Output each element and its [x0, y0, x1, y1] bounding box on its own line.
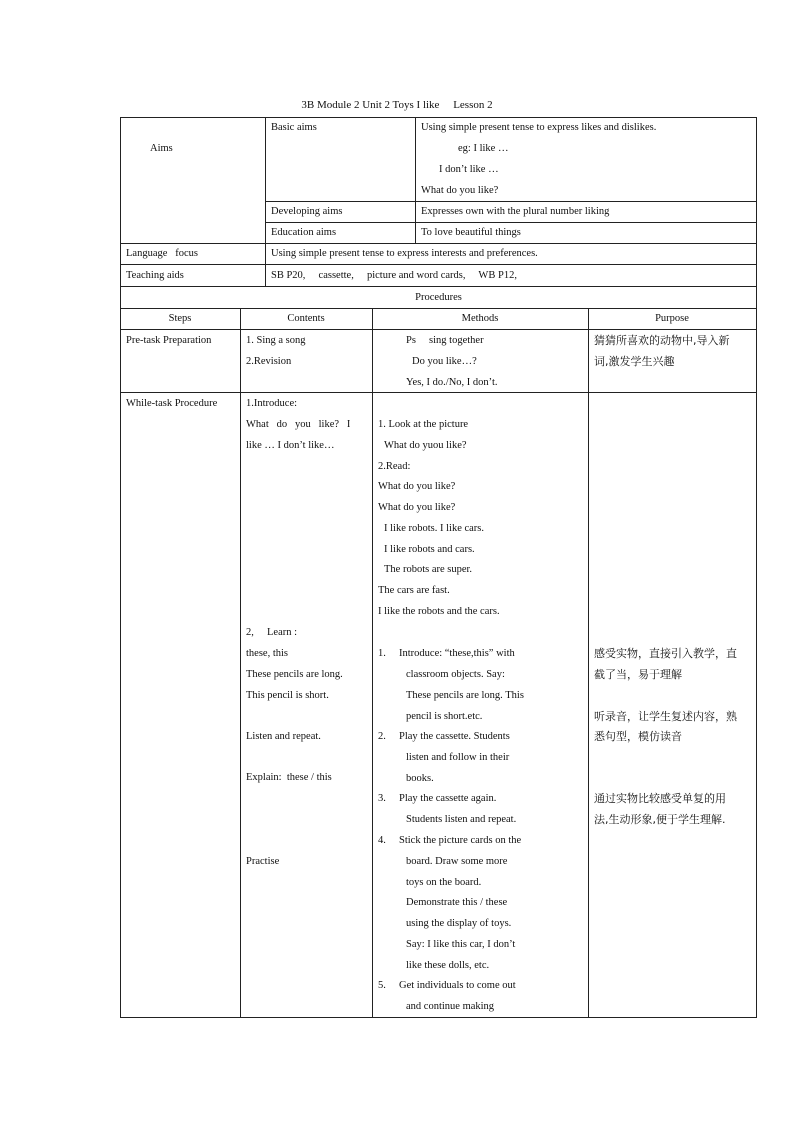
- method-line: 1. Look at the picture: [378, 419, 469, 430]
- header-steps: Steps: [168, 313, 192, 324]
- method-line: 2.Read:: [378, 461, 411, 472]
- education-aims-text: To love beautiful things: [421, 227, 521, 238]
- rule-col-aims-detail: [415, 117, 416, 243]
- pretask-method-line: Do you like…?: [412, 356, 477, 367]
- method-line: I like robots and cars.: [384, 544, 475, 555]
- header-contents: Contents: [287, 313, 325, 324]
- pretask-content-line: 1. Sing a song: [246, 335, 306, 346]
- document-title: 3B Module 2 Unit 2 Toys I like Lesson 2: [301, 99, 493, 111]
- method-line: The robots are super.: [384, 564, 473, 575]
- procedures-heading: Procedures: [415, 292, 462, 303]
- method-line: books.: [406, 773, 434, 784]
- method-line: toys on the board.: [406, 877, 482, 888]
- content-line: 2, Learn :: [246, 627, 298, 638]
- rule-table-bottom: [120, 1017, 757, 1018]
- rule-left: [120, 117, 121, 1018]
- basic-aims-line: Using simple present tense to express likes and dislikes.: [421, 122, 657, 133]
- basic-aims-line: I don’t like …: [439, 164, 499, 175]
- content-line: 1.Introduce:: [246, 398, 298, 409]
- content-line: like … I don’t like…: [246, 440, 335, 451]
- method-line: Stick the picture cards on the: [399, 835, 522, 846]
- developing-aims-label: Developing aims: [271, 206, 343, 217]
- pretask-method-line: Yes, I do./No, I don’t.: [406, 377, 498, 388]
- teaching-aids-text: SB P20, cassette, picture and word cards, WB P12,: [271, 270, 517, 281]
- basic-aims-line: eg: I like …: [458, 143, 509, 154]
- method-number: 1.: [378, 648, 386, 659]
- method-line: classroom objects. Say:: [406, 669, 505, 680]
- method-line: What do you like?: [378, 502, 456, 513]
- content-line: These pencils are long.: [246, 669, 343, 680]
- rule-col-steps: [240, 308, 241, 1018]
- method-line: I like robots. I like cars.: [384, 523, 485, 534]
- method-number: 2.: [378, 731, 386, 742]
- method-line: Say: I like this car, I don’t: [406, 939, 516, 950]
- method-line: Demonstrate this / these: [406, 897, 508, 908]
- method-line: Play the cassette again.: [399, 793, 497, 804]
- method-line: Get individuals to come out: [399, 980, 516, 991]
- method-line: The cars are fast.: [378, 585, 450, 596]
- method-line: like these dolls, etc.: [406, 960, 490, 971]
- method-line: I like the robots and the cars.: [378, 606, 500, 617]
- header-methods: Methods: [461, 313, 499, 324]
- rule-col-label: [265, 117, 266, 286]
- content-line: these, this: [246, 648, 288, 659]
- content-line: Practise: [246, 856, 280, 867]
- purpose-line: 听录音，让学生复述内容，熟: [594, 710, 737, 723]
- pretask-step: Pre-task Preparation: [126, 335, 212, 346]
- method-line: What do yuou like?: [384, 440, 467, 451]
- language-focus-text: Using simple present tense to express interests and preferences.: [271, 248, 538, 259]
- purpose-line: 法,生动形象,便于学生理解.: [594, 813, 726, 826]
- purpose-line: 通过实物比较感受单复的用: [594, 792, 726, 805]
- method-line: What do you like?: [378, 481, 456, 492]
- content-line: This pencil is short.: [246, 690, 329, 701]
- pretask-purpose-line: 词,激发学生兴趣: [594, 355, 675, 368]
- purpose-line: 截了当，易于理解: [594, 668, 682, 681]
- method-number: 5.: [378, 980, 386, 991]
- basic-aims-label: Basic aims: [271, 122, 317, 133]
- method-line: listen and follow in their: [406, 752, 510, 763]
- method-line: pencil is short.etc.: [406, 711, 483, 722]
- education-aims-label: Education aims: [271, 227, 337, 238]
- developing-aims-text: Expresses own with the plural number liking: [421, 206, 610, 217]
- purpose-line: 悉句型，模仿读音: [594, 730, 682, 743]
- pretask-content-line: 2.Revision: [246, 356, 292, 367]
- content-line: Explain: these / this: [246, 772, 332, 783]
- pretask-method-line: Ps sing together: [406, 335, 484, 346]
- basic-aims-line: What do you like?: [421, 185, 499, 196]
- content-line: What do you like? I: [246, 419, 351, 430]
- header-purpose: Purpose: [655, 313, 689, 324]
- method-number: 3.: [378, 793, 386, 804]
- whiletask-step: While-task Procedure: [126, 398, 218, 409]
- method-number: 4.: [378, 835, 386, 846]
- teaching-aids-label: Teaching aids: [126, 270, 184, 281]
- method-line: Introduce: “these,this” with: [399, 648, 515, 659]
- pretask-purpose-line: 猜猜所喜欢的动物中,导入新: [594, 334, 730, 347]
- rule-col-methods: [588, 308, 589, 1018]
- rule-col-contents: [372, 308, 373, 1018]
- language-focus-label: Language focus: [126, 248, 199, 259]
- method-line: Students listen and repeat.: [406, 814, 517, 825]
- method-line: These pencils are long. This: [406, 690, 524, 701]
- method-line: Play the cassette. Students: [399, 731, 510, 742]
- rule-right: [756, 117, 757, 1018]
- content-line: Listen and repeat.: [246, 731, 321, 742]
- method-line: and continue making: [406, 1001, 495, 1012]
- aims-label: Aims: [150, 143, 173, 154]
- method-line: using the display of toys.: [406, 918, 512, 929]
- method-line: board. Draw some more: [406, 856, 508, 867]
- purpose-line: 感受实物，直接引入教学，直: [594, 647, 737, 660]
